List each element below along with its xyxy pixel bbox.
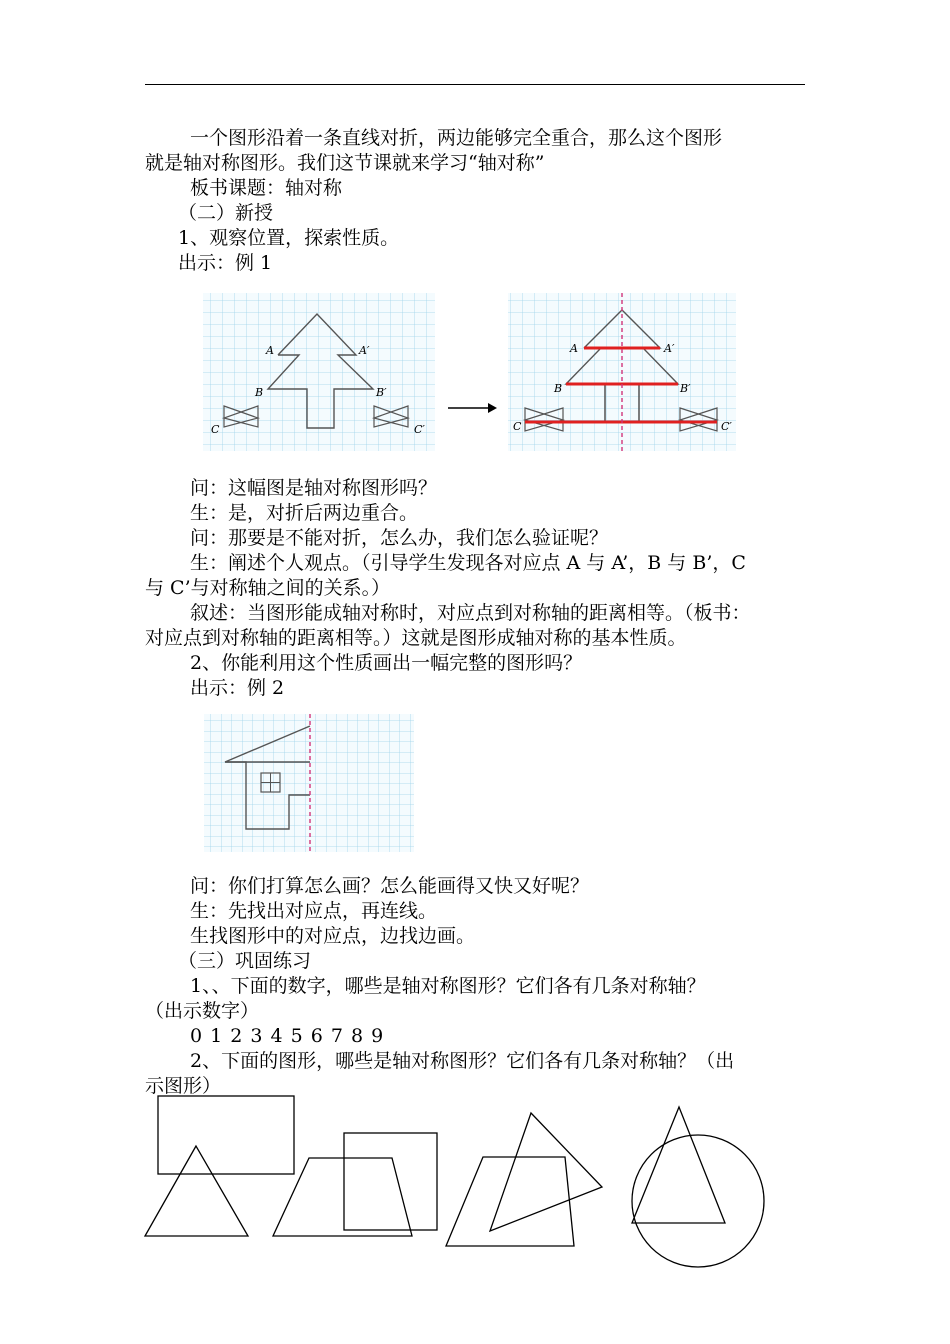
label-c-prime-right: C′ [721,420,732,433]
shape-triangle-3 [632,1107,725,1223]
text-line-5: 1、观察位置，探索性质。 [178,227,400,249]
shape-triangle-1 [145,1146,248,1236]
section-heading-new: （二）新授 [178,202,274,224]
answer-3: 生：先找出对应点，再连线。 [190,900,438,922]
exercise-1-line-1: 1、、下面的数字，哪些是轴对称图形？它们各有几条对称轴？ [190,975,706,997]
statement-line-2: 对应点到对称轴的距离相等。）这就是图形成轴对称的基本性质。 [145,627,687,649]
label-b-prime-right: B′ [680,382,691,395]
text-line-3: 板书课题：轴对称 [190,177,343,199]
task-2: 2、你能利用这个性质画出一幅完整的图形吗？ [190,652,583,674]
question-3: 问：你们打算怎么画？怎么能画得又快又好呢？ [190,875,590,897]
label-c-left: C [211,423,220,436]
label-a-left: A [266,344,274,357]
label-a-prime-right: A′ [664,342,675,355]
label-a-prime-left: A′ [359,344,370,357]
example-1-figure [198,288,743,458]
answer-2-line-2: 与 C’与对称轴之间的关系。） [145,577,391,599]
text-line-2: 就是轴对称图形。我们这节课就来学习“轴对称” [145,152,545,174]
activity-note: 生找图形中的对应点，边找边画。 [190,925,476,947]
shape-triangle-2 [490,1113,602,1231]
example-2-figure [200,710,418,856]
label-a-right: A [570,342,578,355]
question-2: 问：那要是不能对折，怎么办，我们怎么验证呢？ [190,527,609,549]
exercise-1-line-2: （出示数字） [145,1000,260,1022]
question-1: 问：这幅图是轴对称图形吗？ [190,477,438,499]
header-rule [145,84,805,85]
example-2-caption: 出示：例 2 [190,677,285,699]
shape-rectangle [158,1096,294,1174]
label-b-prime-left: B′ [376,386,387,399]
label-c-prime-left: C′ [414,423,425,436]
label-b-left: B [255,386,264,399]
exercise-2-line-1: 2、下面的图形，哪些是轴对称图形？它们各有几条对称轴？（出 [190,1050,735,1072]
shape-parallelogram [446,1157,574,1246]
statement-line-1: 叙述：当图形能成轴对称时，对应点到对称轴的距离相等。（板书： [190,602,751,624]
label-c-right: C [513,420,522,433]
grid-lines-2 [204,714,414,852]
shape-square [344,1133,437,1230]
digits-row: 0 1 2 3 4 5 6 7 8 9 [190,1025,384,1047]
exercise-shapes [0,1090,950,1290]
arrow-head-icon [488,403,497,413]
exercise-2-line-2: 示图形） [145,1075,222,1097]
text-line-1: 一个图形沿着一条直线对折，两边能够完全重合，那么这个图形 [190,127,723,149]
text-line-6: 出示：例 1 [178,252,273,274]
answer-1: 生：是，对折后两边重合。 [190,502,419,524]
answer-2-line-1: 生：阐述个人观点。（引导学生发现各对应点 A 与 A’，B 与 B’，C [190,552,746,574]
label-b-right: B [554,382,563,395]
section-heading-practice: （三）巩固练习 [178,950,312,972]
